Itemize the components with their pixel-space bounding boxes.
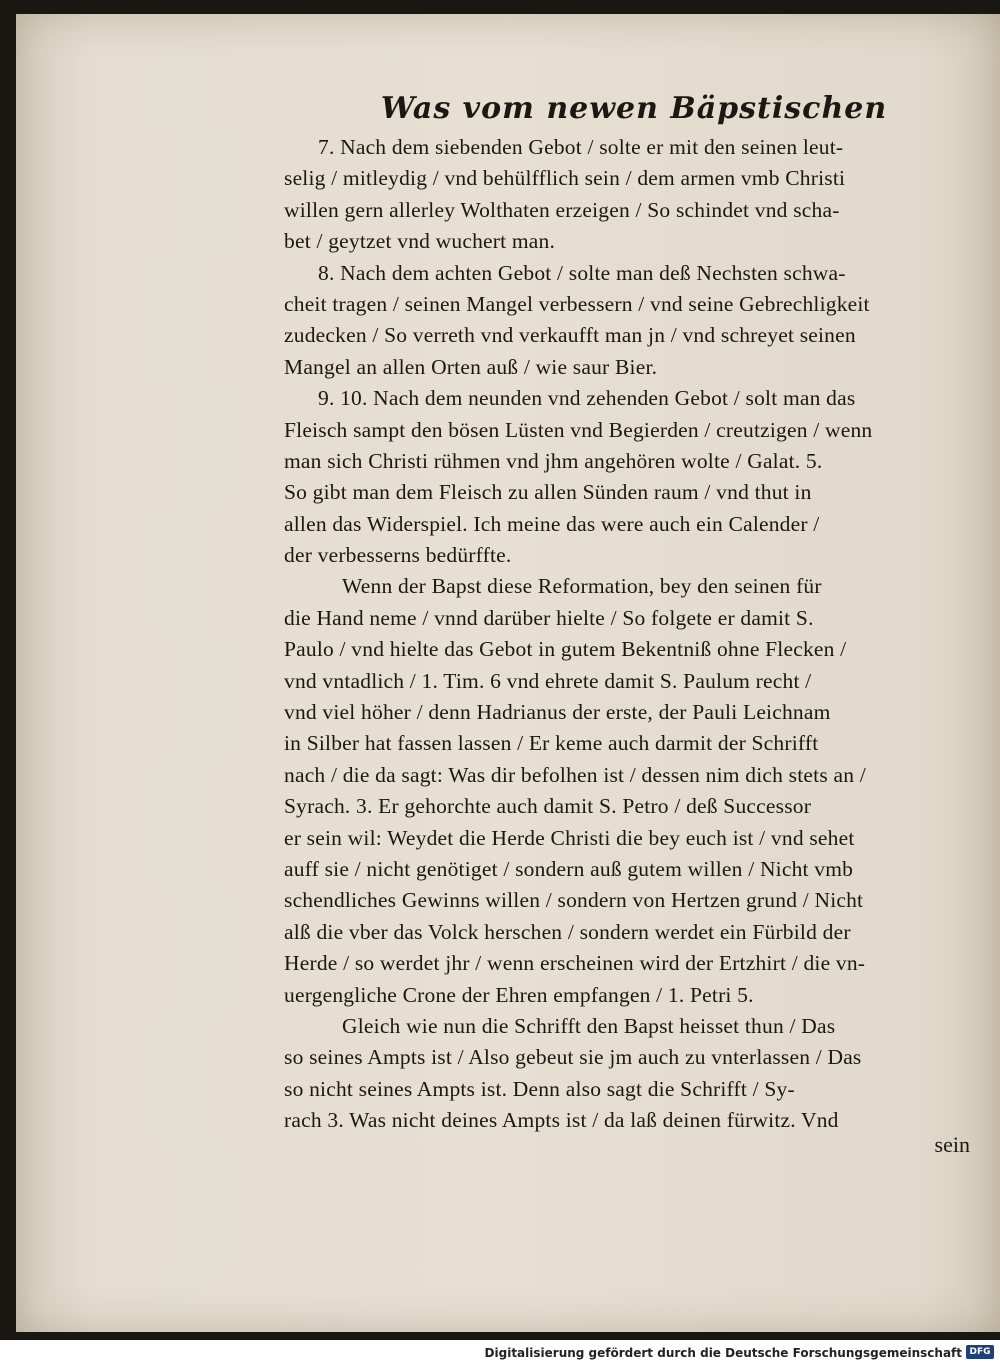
text-line: man sich Christi rühmen vnd jhm angehören wolte / Galat. 5.	[284, 448, 823, 473]
text-line: cheit tragen / seinen Mangel verbessern / vnd seine Gebrechligkeit	[284, 291, 870, 316]
text-line: so nicht seines Ampts ist. Denn also sagt die Schrifft / Sy-	[284, 1076, 795, 1101]
text-line: vnd viel höher / denn Hadrianus der erste, der Pauli Leichnam	[284, 700, 831, 725]
catchword: sein	[934, 1132, 970, 1157]
text-line: schendliches Gewinns willen / sondern von Hertzen grund / Nicht	[284, 888, 864, 913]
text-line: So gibt man dem Fleisch zu allen Sünden raum / vnd thut in	[284, 480, 812, 505]
text-line: Gleich wie nun die Schrifft den Bapst heisset thun / Das	[342, 1013, 836, 1038]
paragraphs	[284, 132, 984, 1137]
paragraph-p11	[284, 1011, 984, 1137]
text-line: 7. Nach dem siebenden Gebot / solte er mit den seinen leut-	[318, 135, 844, 159]
text-line: in Silber hat fassen lassen / Er keme auch darmit der Schrifft	[284, 731, 819, 756]
paragraph-p10	[284, 571, 984, 1010]
dfg-logo: DFG	[966, 1345, 994, 1359]
text-line: der verbesserns bedürffte.	[284, 543, 512, 568]
text-line: Syrach. 3. Er gehorchte auch damit S. Petro / deß Successor	[284, 794, 812, 819]
text-line: selig / mitleydig / vnd behülfflich sein / dem armen vmb Christi	[284, 166, 846, 191]
text-line: nach / die da sagt: Was dir befolhen ist / dessen nim dich stets an /	[284, 762, 866, 787]
text-line: rach 3. Was nicht deines Ampts ist / da laß deinen fürwitz. Vnd	[284, 1108, 839, 1133]
text-line: bet / geytzet vnd wuchert man.	[284, 229, 556, 254]
text-line: die Hand neme / vnnd darüber hielte / So folgete er damit S.	[284, 605, 814, 630]
paragraph-p8	[284, 258, 984, 384]
text-line: Fleisch sampt den bösen Lüsten vnd Begierden / creutzigen / wenn	[284, 417, 873, 442]
text-line: 8. Nach dem achten Gebot / solte man deß Nechsten schwa-	[318, 260, 846, 285]
text-line: willen gern allerley Wolthaten erzeigen / So schindet vnd scha-	[284, 197, 840, 222]
paragraph-p9	[284, 383, 984, 571]
text-line: uergengliche Crone der Ehren empfangen / 1. Petri 5.	[284, 982, 754, 1007]
text-line: zudecken / So verreth vnd verkaufft man jn / vnd schreyet seinen	[284, 323, 856, 348]
text-line: auff sie / nicht genötiget / sondern auß gutem willen / Nicht vmb	[284, 856, 854, 881]
text-line: Herde / so werdet jhr / wenn erscheinen wird der Ertzhirt / die vn-	[284, 951, 866, 976]
text-line: Paulo / vnd hielte das Gebot in gutem Bekentniß ohne Flecken /	[284, 637, 847, 662]
text-line: allen das Widerspiel. Ich meine das were auch ein Calender /	[284, 511, 820, 536]
text-line: so seines Ampts ist / Also gebeut sie jm auch zu vnterlassen / Das	[284, 1045, 862, 1070]
footer-credit: Digitalisierung gefördert durch die Deutsche Forschungsgemeinschaft	[484, 1346, 962, 1360]
text-line: 9. 10. Nach dem neunden vnd zehenden Gebot / solt man das	[318, 386, 856, 411]
text-line: alß die vber das Volck herschen / sondern werdet ein Fürbild der	[284, 919, 851, 944]
text-line: er sein wil: Weydet die Herde Christi die bey euch ist / vnd sehet	[284, 825, 855, 850]
text-line: Wenn der Bapst diese Reformation, bey den seinen für	[342, 574, 822, 599]
book-page	[16, 14, 1000, 1332]
text-line: Mangel an allen Orten auß / wie saur Bier.	[284, 354, 658, 379]
paragraph-p7	[284, 132, 984, 258]
page-text-block	[284, 86, 984, 1137]
text-line: vnd vntadlich / 1. Tim. 6 vnd ehrete damit S. Paulum recht /	[284, 668, 812, 693]
running-head: Was vom newen Bäpstischen	[380, 91, 888, 126]
